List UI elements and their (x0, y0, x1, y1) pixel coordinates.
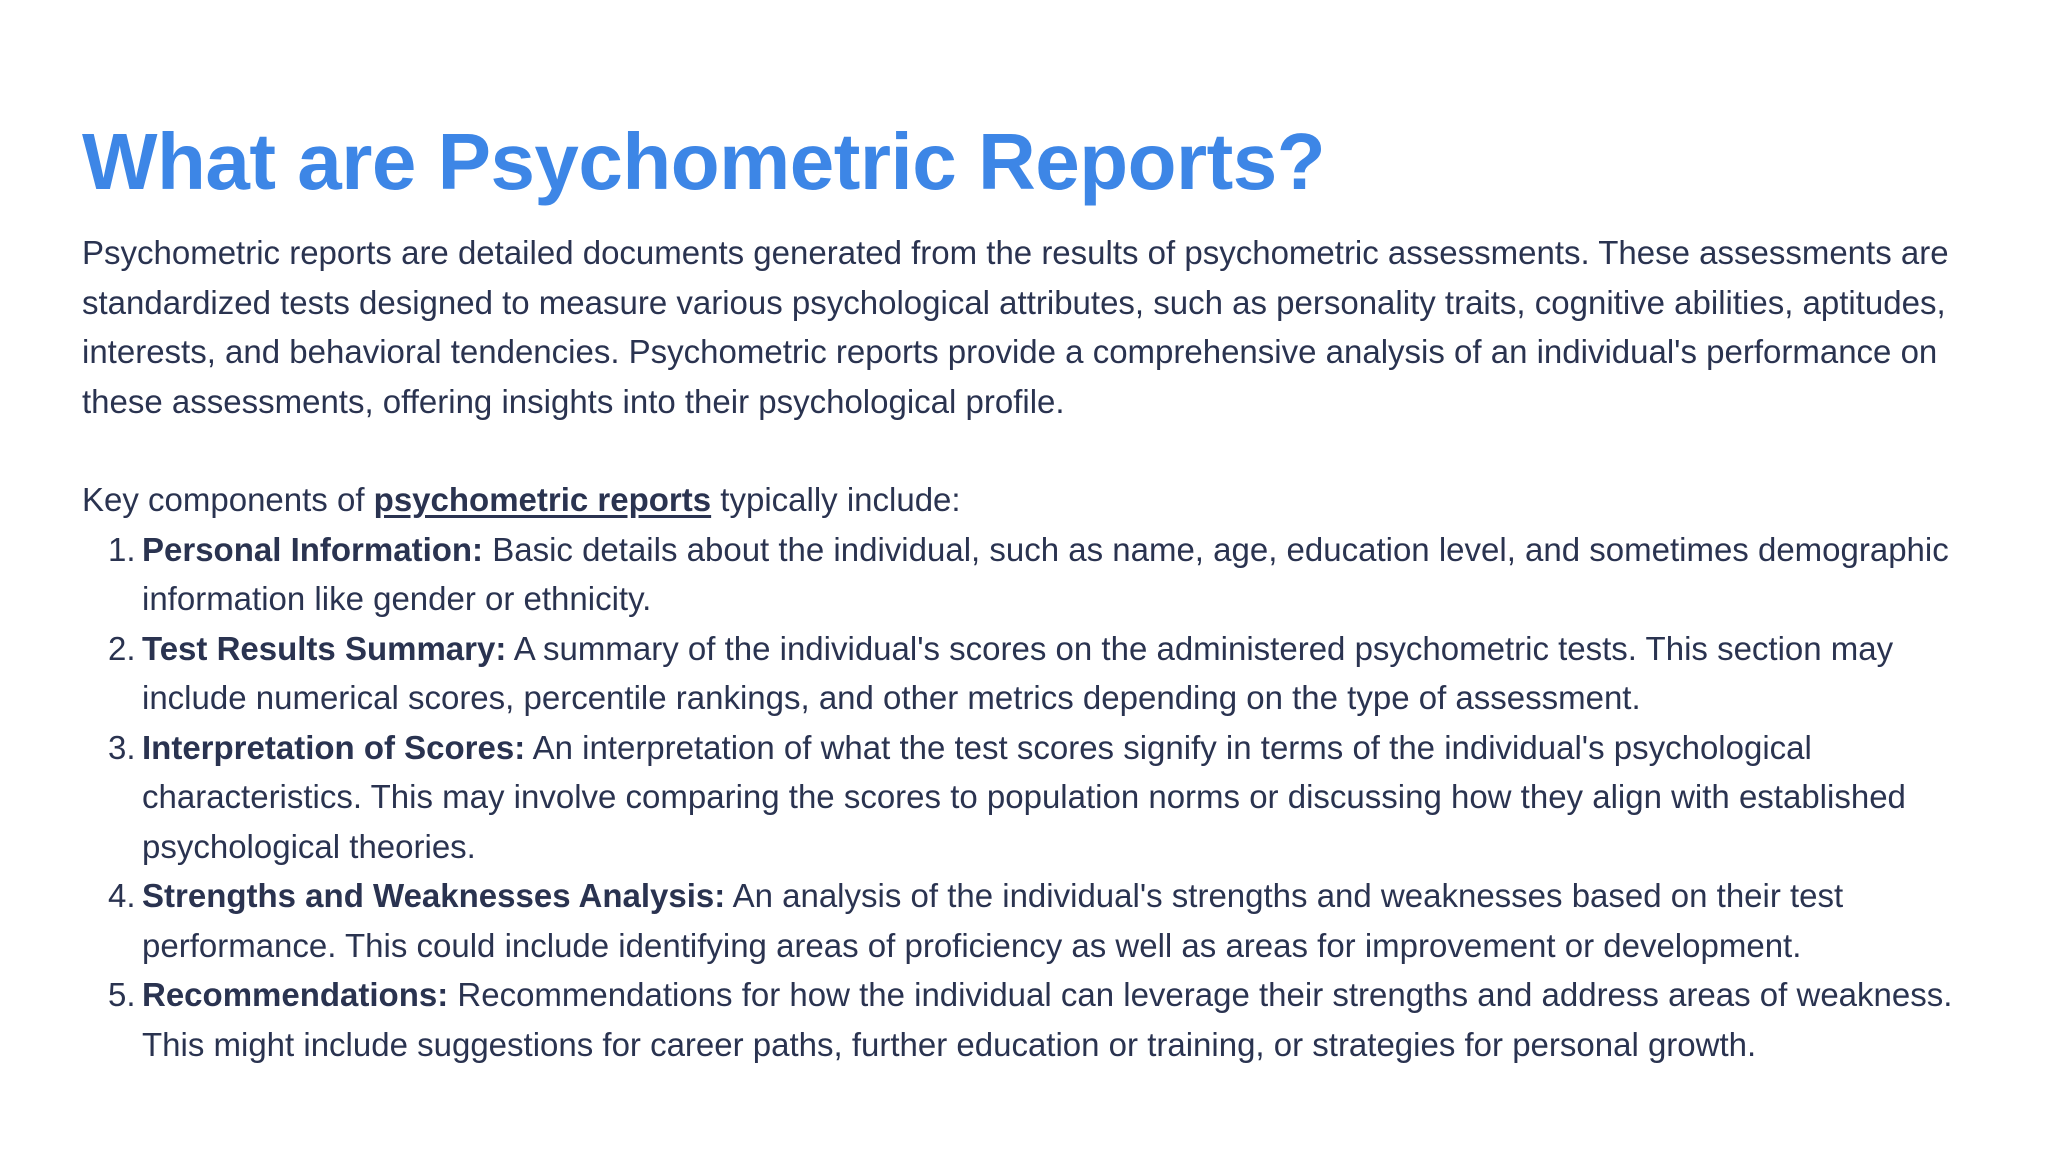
list-item-description: Recommendations for how the individual can leverage their strengths and address areas of weakness. This might include suggestions for career paths, further education or training, or strategies for personal growth. (142, 976, 1953, 1063)
list-item (82, 624, 1982, 723)
list-item-number: 3. (108, 728, 136, 766)
list-item-term: Test Results Summary: (142, 629, 507, 667)
list-item-description: An analysis of the individual's strengths and weaknesses based on their test performance. This could include identifying areas of proficiency as well as areas for improvement or development. (142, 877, 1844, 964)
key-components-suffix: typically include: (711, 481, 961, 518)
psychometric-reports-link[interactable]: psychometric reports (373, 481, 712, 518)
list-item (82, 871, 1982, 970)
list-item (82, 970, 1982, 1069)
list-item-term: Personal Information: (142, 530, 484, 568)
components-list (82, 525, 2002, 1070)
slide-content (82, 112, 2002, 1069)
list-item-term: Strengths and Weaknesses Analysis: (142, 877, 726, 914)
list-item-number: 5. (108, 976, 136, 1013)
list-item-number: 2. (108, 629, 136, 667)
list-item (82, 723, 1982, 872)
intro-paragraph: Psychometric reports are detailed documents generated from the results of psychometric assessments. These assessments are standardized tests designed to measure various psychological attributes, such as personality traits, cognitive abilities, aptitudes, interests, and behavioral tendencies. Psychometric reports provide a comprehensive analysis of an individual's performance on these assessments, offering insights into their psychological profile. (82, 234, 1949, 420)
list-item-term: Recommendations: (142, 976, 449, 1013)
list-item-term: Interpretation of Scores: (142, 728, 526, 766)
key-components-prefix: Key components of (82, 481, 374, 518)
list-item (82, 525, 1982, 624)
list-item-description: A summary of the individual's scores on the administered psychometric tests. This section may include numerical scores, percentile rankings, and other metrics depending on the type of assessment. (142, 629, 1894, 716)
key-components-line (82, 475, 2002, 525)
page-title: What are Psychometric Reports? (82, 117, 1326, 206)
list-item-number: 4. (108, 877, 136, 914)
list-item-number: 1. (108, 530, 136, 568)
list-item-description: An interpretation of what the test scores signify in terms of the individual's psychological characteristics. This may involve comparing the scores to population norms or discussing how they align with established psychological theories. (142, 728, 1906, 865)
list-item-description: Basic details about the individual, such as name, age, education level, and sometimes demographic information like gender or ethnicity. (142, 530, 1949, 617)
